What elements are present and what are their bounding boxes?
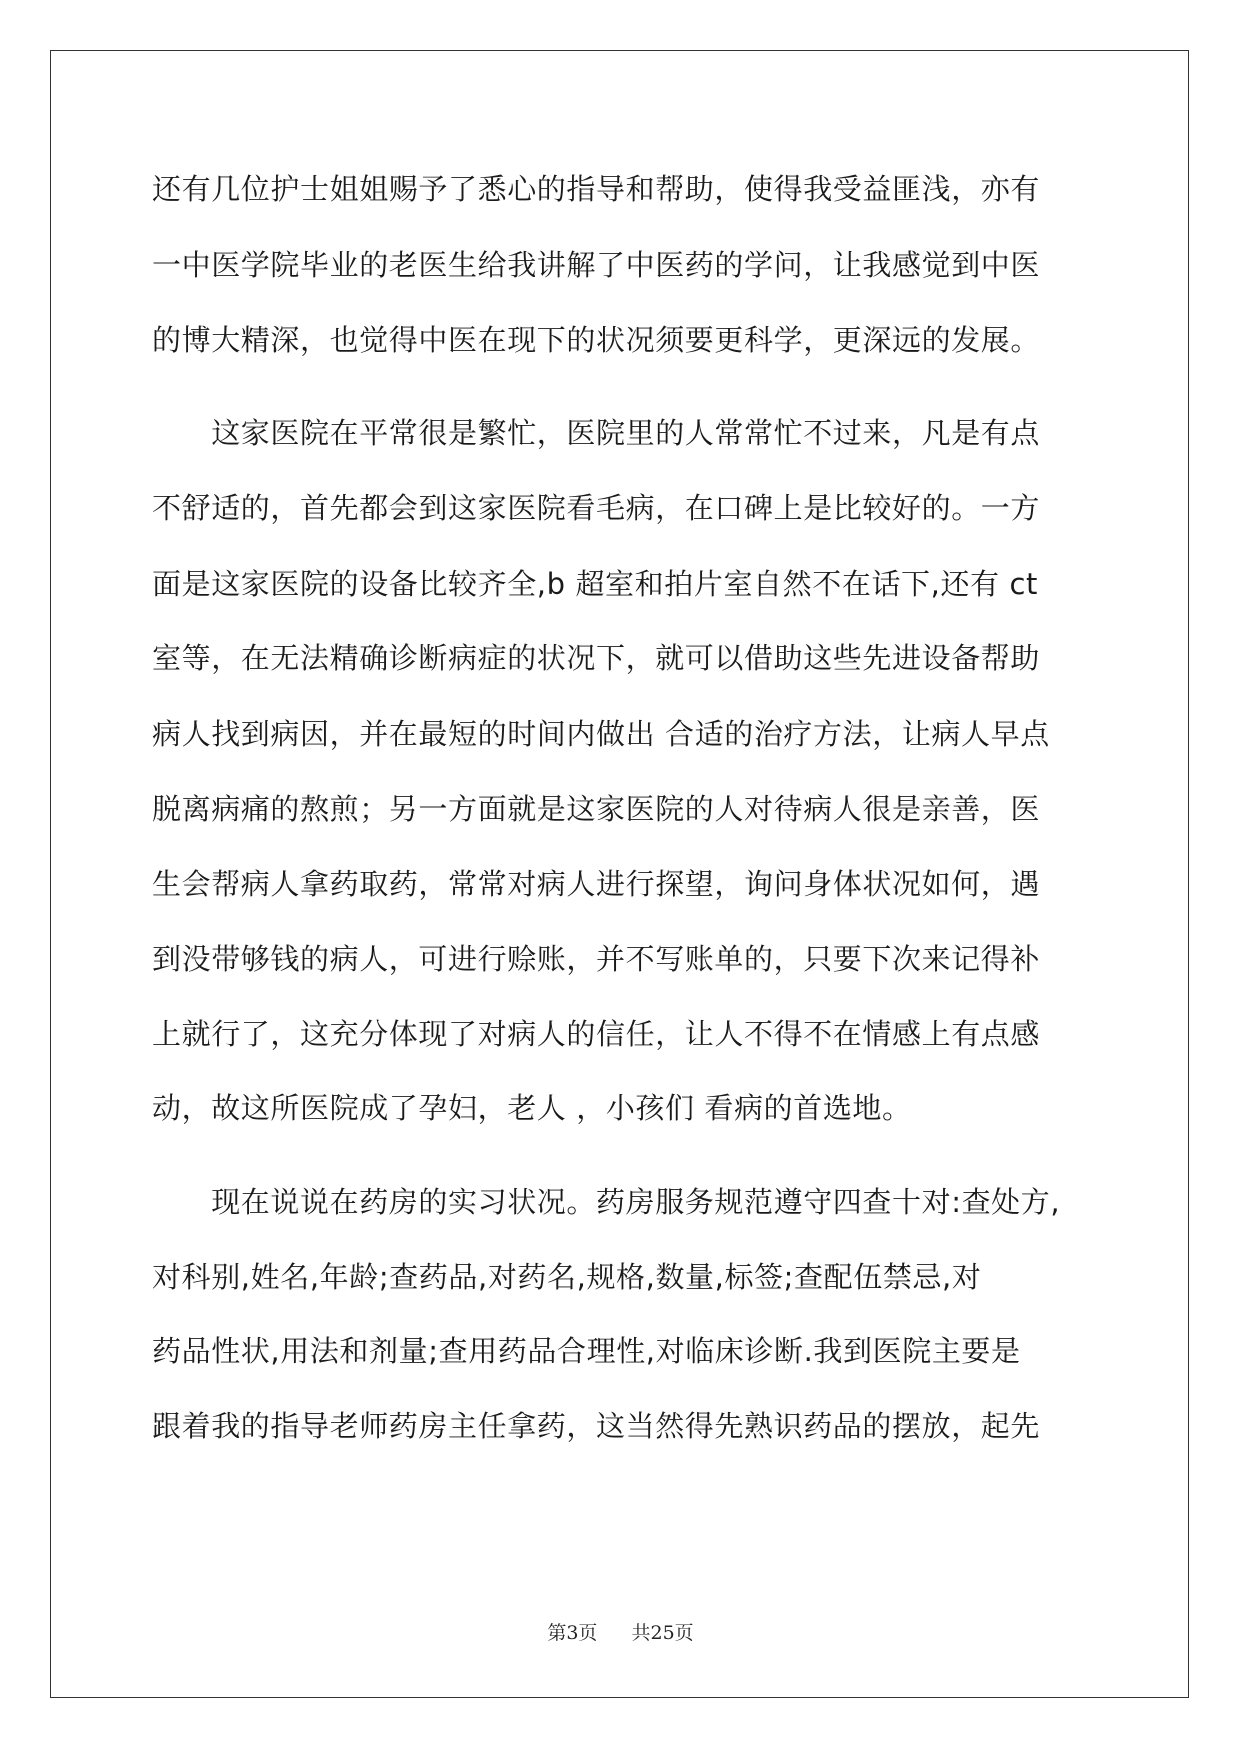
text-line-9: 脱离病痛的熬煎；另一方面就是这家医院的人对待病人很是亲善，医 [152,792,1041,826]
text-line-4: 这家医院在平常很是繁忙，医院里的人常常忙不过来，凡是有点 [152,416,1041,450]
text-line-5: 不舒适的，首先都会到这家医院看毛病，在口碑上是比较好的。一方 [152,491,1041,525]
text-line-8: 病人找到病因，并在最短的时间内做出 合适的治疗方法，让病人早点 [152,717,1050,751]
page-number: 第3页 [547,1622,598,1644]
text-line-2: 一中医学院毕业的老医生给我讲解了中医药的学问，让我感觉到中医 [152,248,1041,282]
text-line-12: 上就行了，这充分体现了对病人的信任，让人不得不在情感上有点感 [152,1017,1041,1051]
text-line-14: 现在说说在药房的实习状况。药房服务规范遵守四查十对:查处方, [152,1185,1061,1219]
text-line-16: 药品性状,用法和剂量;查用药品合理性,对临床诊断.我到医院主要是 [152,1334,1021,1368]
text-line-13: 动，故这所医院成了孕妇，老人 ，小孩们 看病的首选地。 [152,1091,912,1125]
page-total: 共25页 [631,1622,694,1644]
text-line-7: 室等，在无法精确诊断病症的状况下，就可以借助这些先进设备帮助 [152,641,1041,675]
text-line-15: 对科别,姓名,年龄;查药品,对药名,规格,数量,标签;查配伍禁忌,对 [152,1260,982,1294]
text-line-1: 还有几位护士姐姐赐予了悉心的指导和帮助，使得我受益匪浅，亦有 [152,172,1041,206]
text-line-11: 到没带够钱的病人，可进行赊账，并不写账单的，只要下次来记得补 [152,942,1041,976]
text-line-17: 跟着我的指导老师药房主任拿药，这当然得先熟识药品的摆放，起先 [152,1409,1041,1443]
text-line-3: 的博大精深，也觉得中医在现下的状况须要更科学，更深远的发展。 [152,323,1041,357]
text-line-10: 生会帮病人拿药取药，常常对病人进行探望，询问身体状况如何，遇 [152,867,1041,901]
text-line-6: 面是这家医院的设备比较齐全,b 超室和拍片室自然不在话下,还有 ct [152,567,1038,601]
page-footer [0,1618,1241,1645]
